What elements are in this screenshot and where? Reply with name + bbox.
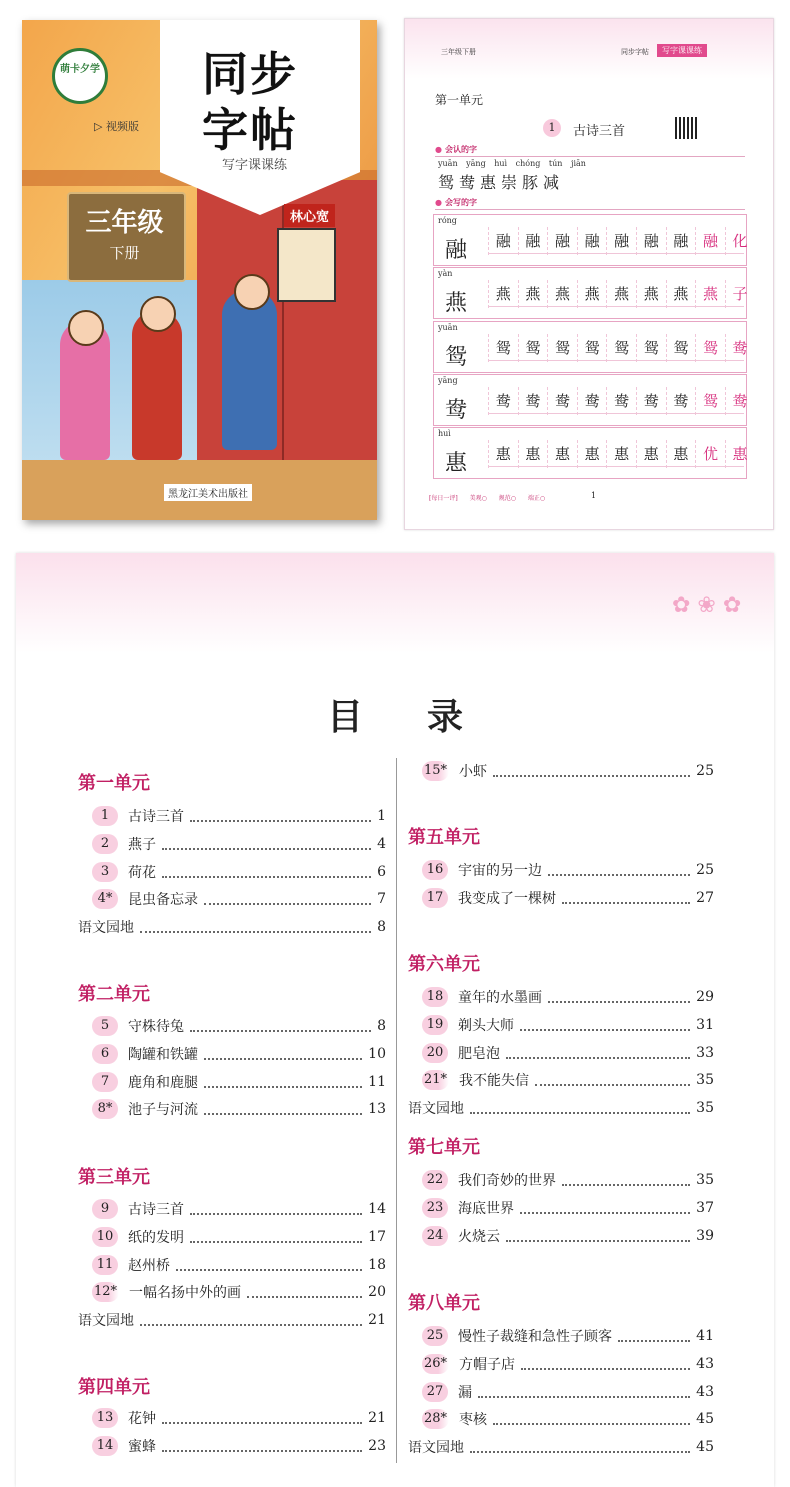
entry-title: 漏 xyxy=(458,1384,472,1401)
entry-title: 陶罐和铁罐 xyxy=(128,1046,198,1063)
word-cell: 优 xyxy=(695,440,725,468)
lesson-number-badge: 13 xyxy=(92,1408,118,1428)
toc-entry[interactable] xyxy=(422,1408,714,1430)
practice-cell: 融 xyxy=(518,227,548,255)
practice-cell: 燕 xyxy=(606,280,636,308)
section-recognize: ● 会认的字 xyxy=(435,144,477,155)
practice-cell: 燕 xyxy=(666,280,696,308)
entry-page: 43 xyxy=(696,1383,714,1400)
entry-title: 我变成了一棵树 xyxy=(458,890,556,907)
lesson-number-badge: 17 xyxy=(422,888,448,908)
entry-page: 21 xyxy=(368,1410,386,1426)
leader-dots xyxy=(562,1174,690,1186)
entry-title: 池子与河流 xyxy=(128,1102,198,1119)
lesson-number-badge: 28* xyxy=(422,1409,449,1429)
practice-cell: 鸳 xyxy=(606,334,636,362)
header-right: 同步字帖 xyxy=(621,48,649,56)
entry-title: 纸的发明 xyxy=(128,1229,184,1246)
leader-dots xyxy=(618,1330,690,1342)
entry-page: 35 xyxy=(696,1072,714,1089)
practice-cell: 燕 xyxy=(488,280,518,308)
leader-dots xyxy=(520,1202,690,1214)
toc-entry[interactable] xyxy=(92,1071,386,1093)
practice-cell: 鸯 xyxy=(606,387,636,415)
entry-page: 25 xyxy=(696,862,714,878)
leader-dots xyxy=(562,892,690,904)
leader-dots xyxy=(190,810,371,822)
unit-heading: 第三单元 xyxy=(78,1167,150,1188)
entry-page: 4 xyxy=(377,835,386,852)
lesson-number-badge: 14 xyxy=(92,1436,118,1456)
char-practice-row xyxy=(433,321,747,373)
practice-cell: 燕 xyxy=(577,280,607,308)
entry-page: 25 xyxy=(696,763,714,779)
leader-dots xyxy=(204,1103,362,1115)
practice-cell: 鸯 xyxy=(666,387,696,415)
entry-title: 蜜蜂 xyxy=(128,1438,156,1455)
row-pinyin: yàn xyxy=(438,269,453,278)
leader-dots xyxy=(162,1412,362,1424)
lesson-title: 古诗三首 xyxy=(573,124,626,139)
row-cells xyxy=(488,440,754,468)
column-divider xyxy=(396,758,397,1463)
toc-entry[interactable] xyxy=(422,1069,714,1091)
toc-entry[interactable] xyxy=(92,888,386,910)
practice-cell: 鸳 xyxy=(518,334,548,362)
practice-cell: 鸳 xyxy=(547,334,577,362)
toc-entry[interactable] xyxy=(78,1309,386,1331)
row-cells xyxy=(488,227,754,255)
row-cells xyxy=(488,334,754,362)
leader-dots xyxy=(247,1286,362,1298)
lesson-number-badge: 20 xyxy=(422,1043,448,1063)
toc-entry[interactable] xyxy=(92,805,386,827)
entry-title: 方帽子店 xyxy=(459,1356,516,1373)
entry-title: 语文园地 xyxy=(78,1313,134,1330)
practice-cell: 惠 xyxy=(666,440,696,468)
row-note-line xyxy=(488,466,744,477)
header-tag: 写字课课练 xyxy=(657,44,707,57)
toc-entry[interactable] xyxy=(408,1436,714,1458)
entry-title: 燕子 xyxy=(128,836,156,853)
row-note-line xyxy=(488,306,744,317)
char-practice-row xyxy=(433,267,747,319)
leader-dots xyxy=(176,1259,362,1271)
leader-dots xyxy=(470,1441,690,1453)
toc-entry[interactable] xyxy=(422,1169,714,1191)
practice-cell: 鸯 xyxy=(547,387,577,415)
entry-title: 花钟 xyxy=(128,1411,156,1427)
toc-entry[interactable] xyxy=(92,833,386,855)
book-cover xyxy=(22,20,377,520)
entry-page: 45 xyxy=(696,1411,714,1428)
entry-page: 8 xyxy=(377,919,386,936)
cover-title-line1: 同步 xyxy=(202,47,298,101)
lesson-number-badge: 3 xyxy=(92,862,118,882)
entry-page: 31 xyxy=(696,1016,714,1033)
table-of-contents-page xyxy=(16,553,774,1487)
lesson-number-badge: 1 xyxy=(543,119,561,137)
leader-dots xyxy=(493,1413,690,1425)
leader-dots xyxy=(506,1047,690,1059)
word-cell: 燕 xyxy=(695,280,725,308)
leader-dots xyxy=(520,1019,690,1031)
leader-dots xyxy=(162,1440,362,1452)
toc-entry[interactable] xyxy=(92,861,386,883)
row-model-char: 燕 xyxy=(444,291,467,316)
practice-cell: 惠 xyxy=(606,440,636,468)
row-model-char: 融 xyxy=(444,238,467,263)
entry-page: 41 xyxy=(696,1328,714,1344)
entry-page: 33 xyxy=(696,1044,714,1061)
entry-title: 小虾 xyxy=(459,764,488,780)
entry-page: 23 xyxy=(368,1437,386,1454)
lesson-number-badge: 25 xyxy=(422,1326,448,1346)
leader-dots xyxy=(470,1102,690,1114)
practice-cell: 融 xyxy=(666,227,696,255)
pink-wash-header xyxy=(16,553,774,653)
leader-dots xyxy=(204,893,371,905)
entry-title: 赵州桥 xyxy=(128,1257,170,1274)
lesson-number-badge: 8* xyxy=(92,1099,118,1119)
entry-title: 鹿角和鹿腿 xyxy=(128,1074,198,1091)
lesson-number-badge: 27 xyxy=(422,1382,448,1402)
row-model-char: 惠 xyxy=(444,451,467,476)
toc-title: 目录 xyxy=(326,696,527,738)
leader-dots xyxy=(140,921,371,933)
unit-heading: 第六单元 xyxy=(408,954,480,975)
lesson-number-badge: 22 xyxy=(422,1170,448,1190)
entry-page: 37 xyxy=(696,1199,714,1216)
practice-cell: 融 xyxy=(547,227,577,255)
practice-cell: 鸯 xyxy=(636,387,666,415)
practice-cell: 融 xyxy=(488,227,518,255)
word-cell: 惠 xyxy=(725,440,755,468)
toc-entry[interactable] xyxy=(422,1353,714,1375)
unit-heading: 第五单元 xyxy=(408,827,480,848)
toc-entry[interactable] xyxy=(422,859,714,881)
entry-page: 35 xyxy=(696,1172,714,1188)
unit-heading: 第七单元 xyxy=(408,1137,480,1158)
entry-page: 14 xyxy=(368,1201,386,1217)
practice-cell: 惠 xyxy=(547,440,577,468)
row-pinyin: huì xyxy=(438,429,451,438)
lesson-number-badge: 11 xyxy=(92,1255,118,1275)
word-cell: 化 xyxy=(725,227,755,255)
lesson-number-badge: 4* xyxy=(92,889,118,909)
leader-dots xyxy=(521,1358,690,1370)
entry-page: 17 xyxy=(368,1228,386,1245)
sample-page-number: 1 xyxy=(591,491,597,500)
word-cell: 鸳 xyxy=(695,334,725,362)
toc-entry[interactable] xyxy=(78,916,386,938)
word-cell: 鸯 xyxy=(725,387,755,415)
toc-entry[interactable] xyxy=(422,1042,714,1064)
toc-entry[interactable] xyxy=(422,760,714,782)
word-cell: 鸯 xyxy=(725,334,755,362)
entry-title: 语文园地 xyxy=(408,1440,464,1457)
row-note-line xyxy=(488,413,744,424)
toc-entry[interactable] xyxy=(422,1197,714,1219)
word-cell: 融 xyxy=(695,227,725,255)
row-model-char: 鸯 xyxy=(444,398,467,423)
entry-page: 18 xyxy=(368,1256,386,1273)
practice-cell: 鸯 xyxy=(518,387,548,415)
lesson-number-badge: 7 xyxy=(92,1072,118,1092)
cover-subtitle: 写字课课练 xyxy=(222,158,288,173)
entry-page: 11 xyxy=(368,1073,386,1090)
recognize-pinyin: yuān yāng huì chóng tún jiān xyxy=(438,159,586,168)
entry-page: 6 xyxy=(377,863,386,880)
cover-author: 林心宽 xyxy=(284,204,335,227)
lesson-number-badge: 23 xyxy=(422,1198,448,1218)
entry-title: 语文园地 xyxy=(408,1101,464,1118)
leader-dots xyxy=(140,1314,362,1326)
leader-dots xyxy=(493,765,690,777)
entry-page: 10 xyxy=(368,1045,386,1062)
unit-heading: 第一单元 xyxy=(78,773,150,794)
lesson-number-badge: 26* xyxy=(422,1354,449,1374)
toc-entry[interactable] xyxy=(92,1198,386,1220)
practice-cell: 鸳 xyxy=(666,334,696,362)
entry-page: 39 xyxy=(696,1227,714,1244)
sample-practice-page xyxy=(404,18,774,530)
header-left: 三年级下册 xyxy=(441,48,476,56)
row-note-line xyxy=(488,360,744,371)
entry-page: 43 xyxy=(696,1355,714,1372)
entry-title: 我们奇妙的世界 xyxy=(458,1173,556,1189)
entry-page: 1 xyxy=(377,808,386,824)
practice-cell: 鸳 xyxy=(577,334,607,362)
row-cells xyxy=(488,387,754,415)
entry-title: 剃头大师 xyxy=(458,1017,514,1034)
door-god-poster xyxy=(277,228,336,302)
char-practice-row xyxy=(433,214,747,266)
leader-dots xyxy=(204,1076,362,1088)
entry-title: 火烧云 xyxy=(458,1228,500,1245)
toc-entry[interactable] xyxy=(408,1097,714,1119)
blossom-decoration-icon: ✿ ❀ ✿ xyxy=(672,593,742,618)
practice-cell: 惠 xyxy=(636,440,666,468)
unit-heading: 第二单元 xyxy=(78,984,150,1005)
toc-entry[interactable] xyxy=(422,887,714,909)
entry-title: 宇宙的另一边 xyxy=(458,863,542,879)
cover-grade: 三年级 xyxy=(85,208,164,238)
toc-entry[interactable] xyxy=(422,1381,714,1403)
section-write: ● 会写的字 xyxy=(435,197,477,208)
row-note-line xyxy=(488,253,744,264)
lesson-number-badge: 12* xyxy=(92,1282,119,1302)
leader-dots xyxy=(190,1203,362,1215)
leader-dots xyxy=(190,1231,362,1243)
entry-page: 29 xyxy=(696,989,714,1005)
practice-cell: 鸳 xyxy=(636,334,666,362)
practice-cell: 融 xyxy=(636,227,666,255)
entry-page: 21 xyxy=(368,1312,386,1329)
girl-pink-head xyxy=(68,310,104,346)
row-pinyin: yāng xyxy=(438,376,458,385)
toc-entry[interactable] xyxy=(92,1226,386,1248)
toc-entry[interactable] xyxy=(422,1225,714,1247)
lesson-number-badge: 9 xyxy=(92,1199,118,1219)
entry-title: 古诗三首 xyxy=(128,809,184,825)
row-model-char: 鸳 xyxy=(444,345,467,370)
entry-title: 守株待兔 xyxy=(128,1019,184,1035)
entry-page: 20 xyxy=(368,1284,386,1301)
toc-entry[interactable] xyxy=(92,1281,386,1303)
cover-semester: 下册 xyxy=(109,244,140,262)
toc-entry[interactable] xyxy=(92,1015,386,1037)
publisher-logo: 萌卡夕学 xyxy=(52,48,108,104)
video-edition-label: ▷ 视频版 xyxy=(94,120,139,133)
section-rule xyxy=(435,156,745,157)
practice-cell: 燕 xyxy=(547,280,577,308)
char-practice-row xyxy=(433,374,747,426)
toc-entry[interactable] xyxy=(92,1098,386,1120)
boy-blue-figure xyxy=(222,290,277,450)
lesson-number-badge: 18 xyxy=(422,987,448,1007)
row-pinyin: yuān xyxy=(438,323,458,332)
practice-cell: 鸯 xyxy=(488,387,518,415)
recognize-chars: 鸳鸯惠崇豚减 xyxy=(438,173,565,192)
leader-dots xyxy=(548,864,690,876)
lesson-number-badge: 2 xyxy=(92,834,118,854)
cover-publisher: 黑龙江美术出版社 xyxy=(164,484,252,501)
leader-dots xyxy=(162,838,371,850)
qr-code-icon xyxy=(675,117,697,139)
lesson-number-badge: 1 xyxy=(92,806,118,826)
leader-dots xyxy=(535,1074,690,1086)
unit-heading: 第八单元 xyxy=(408,1293,480,1314)
lesson-number-badge: 19 xyxy=(422,1015,448,1035)
practice-cell: 燕 xyxy=(636,280,666,308)
row-cells xyxy=(488,280,754,308)
word-cell: 子 xyxy=(725,280,755,308)
entry-title: 肥皂泡 xyxy=(458,1045,500,1062)
toc-entry[interactable] xyxy=(92,1043,386,1065)
lesson-number-badge: 10 xyxy=(92,1227,118,1247)
leader-dots xyxy=(548,991,690,1003)
entry-title: 童年的水墨画 xyxy=(458,990,542,1006)
leader-dots xyxy=(506,1230,690,1242)
leader-dots xyxy=(204,1048,362,1060)
entry-title: 我不能失信 xyxy=(459,1073,530,1090)
practice-cell: 融 xyxy=(606,227,636,255)
practice-cell: 融 xyxy=(577,227,607,255)
toc-entry[interactable] xyxy=(422,986,714,1008)
entry-page: 45 xyxy=(696,1439,714,1456)
entry-title: 昆虫备忘录 xyxy=(128,892,198,909)
entry-title: 荷花 xyxy=(128,864,156,881)
toc-entry[interactable] xyxy=(422,1014,714,1036)
entry-title: 古诗三首 xyxy=(128,1202,184,1218)
toc-entry[interactable] xyxy=(92,1254,386,1276)
entry-title: 慢性子裁缝和急性子顾客 xyxy=(458,1329,612,1345)
cover-title-line2: 字帖 xyxy=(202,103,298,157)
entry-page: 27 xyxy=(696,889,714,906)
entry-page: 8 xyxy=(377,1018,386,1034)
entry-title: 一幅名扬中外的画 xyxy=(129,1285,242,1302)
lesson-number-badge: 15* xyxy=(422,761,449,781)
lesson-number-badge: 24 xyxy=(422,1226,448,1246)
toc-entry[interactable] xyxy=(92,1435,386,1457)
section-rule xyxy=(435,209,745,210)
entry-page: 13 xyxy=(368,1101,386,1118)
word-cell: 鸳 xyxy=(695,387,725,415)
char-practice-row xyxy=(433,427,747,479)
lesson-number-badge: 16 xyxy=(422,860,448,880)
toc-entry[interactable] xyxy=(92,1407,386,1429)
daily-review: [每日一评] 美观○ 规范○ 端正○ xyxy=(429,495,546,502)
lesson-number-badge: 21* xyxy=(422,1070,449,1090)
entry-title: 语文园地 xyxy=(78,920,134,937)
entry-page: 7 xyxy=(377,891,386,908)
leader-dots xyxy=(190,1020,371,1032)
leader-dots xyxy=(162,866,371,878)
lesson-number-badge: 6 xyxy=(92,1044,118,1064)
lesson-number-badge: 5 xyxy=(92,1016,118,1036)
practice-cell: 惠 xyxy=(488,440,518,468)
leader-dots xyxy=(478,1386,690,1398)
practice-cell: 鸳 xyxy=(488,334,518,362)
practice-cell: 燕 xyxy=(518,280,548,308)
sample-unit-title: 第一单元 xyxy=(435,93,484,107)
entry-title: 枣核 xyxy=(459,1412,488,1429)
entry-title: 海底世界 xyxy=(458,1200,514,1217)
practice-cell: 惠 xyxy=(518,440,548,468)
girl-red-head xyxy=(140,296,176,332)
entry-page: 35 xyxy=(696,1100,714,1117)
toc-entry[interactable] xyxy=(422,1325,714,1347)
boy-blue-head xyxy=(234,274,270,310)
practice-cell: 惠 xyxy=(577,440,607,468)
unit-heading: 第四单元 xyxy=(78,1377,150,1398)
video-edition-text: 视频版 xyxy=(105,120,139,133)
girl-red-figure xyxy=(132,310,182,460)
practice-cell: 鸯 xyxy=(577,387,607,415)
row-pinyin: róng xyxy=(438,216,457,225)
